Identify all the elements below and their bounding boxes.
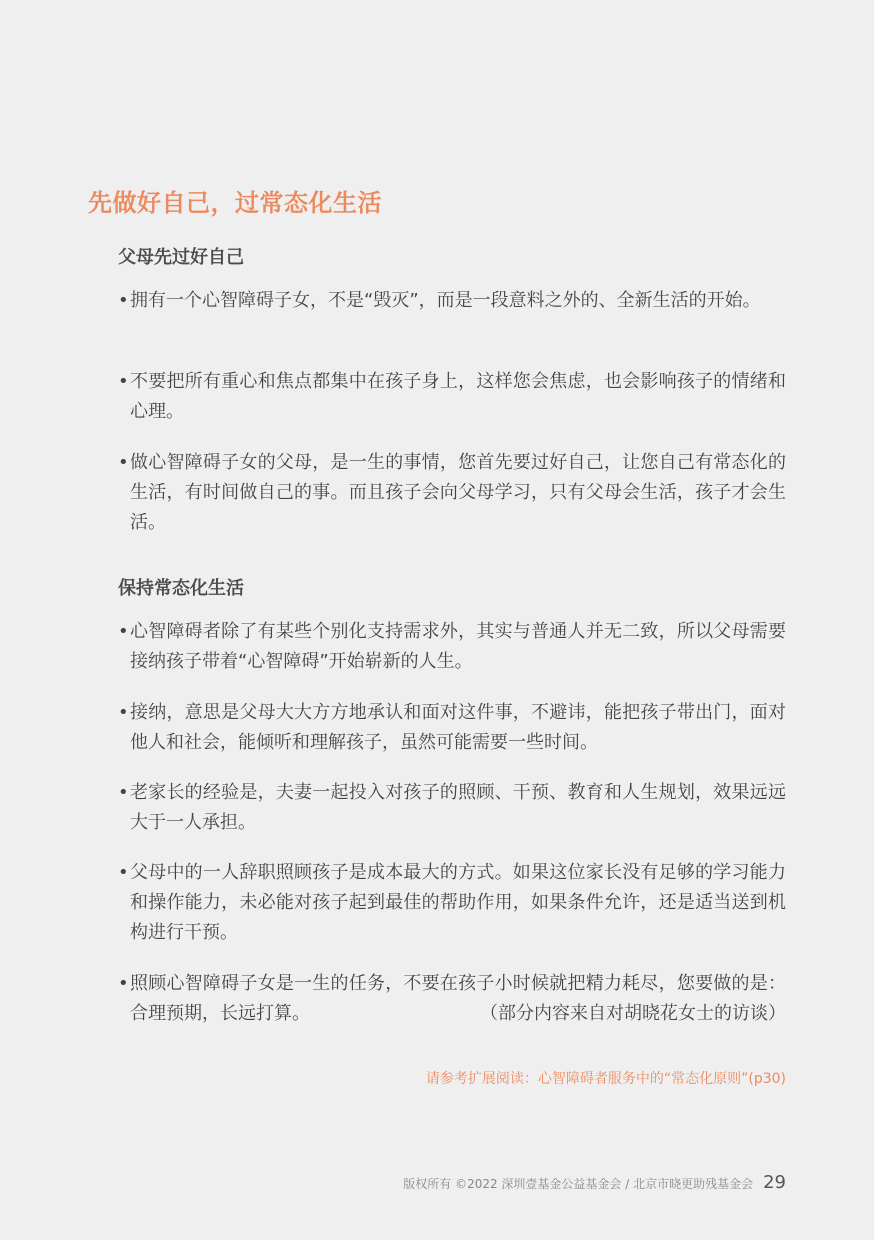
source-note: （部分内容来自对胡晓花女士的访谈）: [480, 1003, 786, 1024]
further-reading-reference: 请参考扩展阅读：心智障碍者服务中的“常态化原则”(p30): [425, 1071, 786, 1087]
list-item-text: 父母中的一人辞职照顾孩子是成本最大的方式。如果这位家长没有足够的学习能力和操作能力，未必能对孩子起到最佳的帮助作用，如果条件允许，还是适当送到机构进行干预。: [130, 862, 786, 943]
section-heading-normalization: 保持常态化生活: [118, 578, 244, 599]
list-item: [118, 698, 786, 758]
list-item-text-wrapper: [130, 969, 786, 1029]
list-item-text: 接纳，意思是父母大大方方地承认和面对这件事，不避讳，能把孩子带出门，面对他人和社会，能倾听和理解孩子，虽然可能需要一些时间。: [130, 702, 786, 753]
list-item-text: 拥有一个心智障碍子女，不是“毁灭”，而是一段意料之外的、全新生活的开始。: [130, 290, 761, 311]
list-item-text: 老家长的经验是，夫妻一起投入对孩子的照顾、干预、教育和人生规划，效果远远大于一人承担。: [130, 782, 786, 833]
list-item-text: 心智障碍者除了有某些个别化支持需求外，其实与普通人并无二致，所以父母需要接纳孩子带着“心智障碍”开始崭新的人生。: [130, 621, 786, 672]
list-item-text: 做心智障碍子女的父母，是一生的事情，您首先要过好自己，让您自己有常态化的生活，有时间做自己的事。而且孩子会向父母学习，只有父母会生活，孩子才会生活。: [130, 452, 786, 533]
list-item: [118, 778, 786, 838]
bullet-dot-icon: •: [118, 452, 129, 473]
bullet-dot-icon: •: [118, 782, 129, 803]
section-heading-parents: 父母先过好自己: [118, 247, 244, 268]
bullet-dot-icon: •: [118, 371, 129, 392]
page-number: 29: [763, 1172, 786, 1193]
list-item-text: 不要把所有重心和焦点都集中在孩子身上，这样您会焦虑，也会影响孩子的情绪和心理。: [130, 371, 786, 422]
bullet-dot-icon: •: [118, 290, 129, 311]
list-item-text: 照顾心智障碍子女是一生的任务，不要在孩子小时候就把精力耗尽，您要做的是：合理预期，长远打算。: [130, 973, 786, 1024]
page-footer: [403, 1172, 786, 1193]
list-item: [118, 969, 786, 1029]
list-item: [118, 448, 786, 538]
bullet-dot-icon: •: [118, 862, 129, 883]
bullet-dot-icon: •: [118, 973, 129, 994]
page-title: 先做好自己，过常态化生活: [88, 189, 382, 217]
list-item: [118, 617, 786, 677]
bullet-dot-icon: •: [118, 621, 129, 642]
bullet-dot-icon: •: [118, 702, 129, 723]
copyright-notice: 版权所有 ©2022 深圳壹基金公益基金会 / 北京市晓更助残基金会: [403, 1177, 754, 1191]
list-item: [118, 286, 786, 316]
list-item: [118, 858, 786, 948]
list-item: [118, 367, 786, 427]
